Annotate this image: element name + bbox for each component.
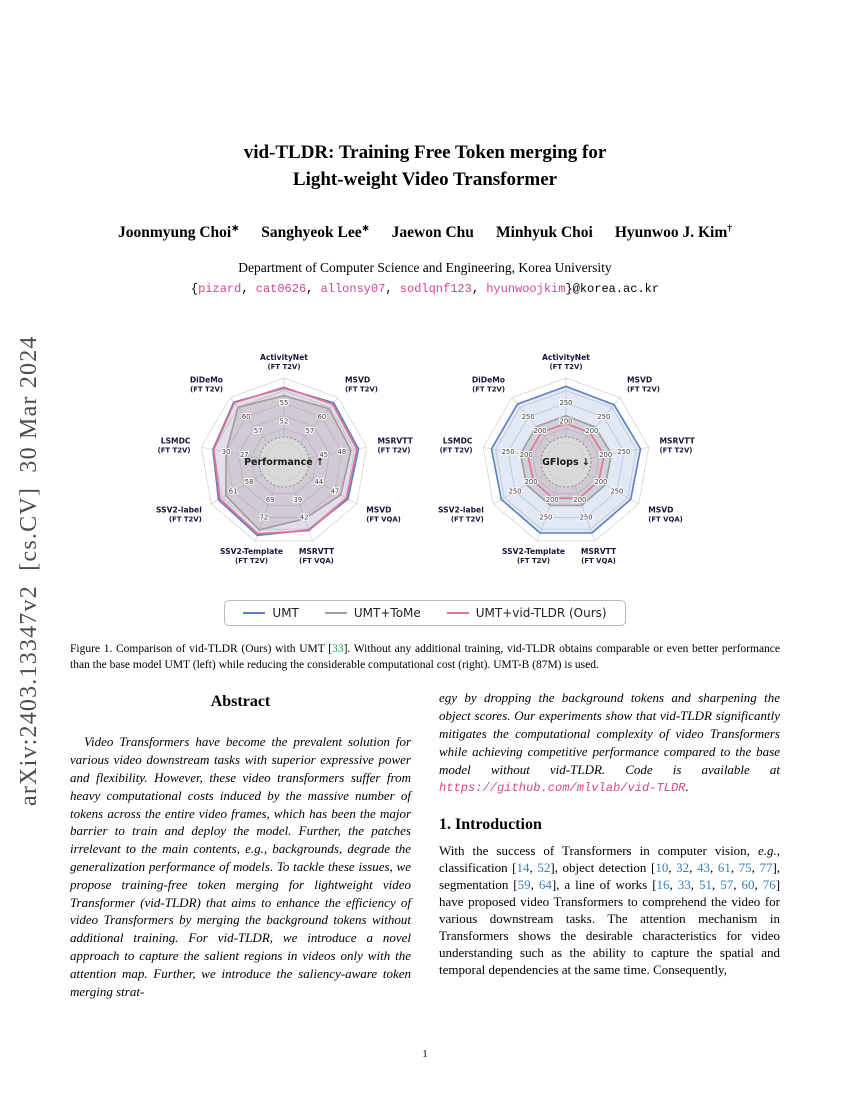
legend-label: UMT+vid-TLDR (Ours) [475,606,607,621]
axis-label: MSRVTT [298,547,335,557]
axis-sublabel: (FT T2V) [659,446,693,455]
citation-link[interactable]: 61 [717,860,731,876]
axis-sublabel: (FT T2V) [345,385,378,394]
email-id[interactable]: sodlqnf123 [399,282,472,297]
tick-label: 250 [610,487,624,496]
introduction-heading: 1. Introduction [439,816,542,834]
legend-label: UMT+ToMe [353,606,421,621]
axis-sublabel: (FT T2V) [472,385,505,394]
tick-label: 200 [524,478,538,487]
text-segment: ], segmentation [ [439,860,781,893]
figure-legend [224,600,625,626]
legend-line-swatch [447,612,469,614]
tick-label: 27 [239,451,249,460]
text-segment: With the success of Transformers in computer vision, [439,843,758,859]
tick-label: 45 [319,451,329,460]
affiliation: Department of Computer Science and Engineering, Korea University [238,260,612,276]
tick-label: 200 [599,451,613,460]
legend-item [447,606,607,620]
axis-label: MSVD [627,375,653,385]
axis-label: MSRVTT [377,436,413,446]
legend-line-swatch [243,612,265,614]
legend-item [325,606,421,620]
axis-label: MSVD [648,505,674,515]
text-segment: . [685,779,689,795]
tick-label: 200 [559,418,573,427]
axis-sublabel: (FT T2V) [450,515,484,524]
tick-label: 44 [314,478,324,487]
text-segment: , [530,877,539,893]
tick-label: 61 [228,487,238,496]
author-name: Jaewon Chu [391,224,474,242]
legend-label: UMT [272,606,299,621]
email-id[interactable]: cat0626 [255,282,307,297]
text-segment: , [471,282,487,297]
text-segment: e.g. [757,843,777,859]
axis-sublabel: (FT T2V) [549,363,583,372]
tick-label: 47 [330,487,340,496]
radar-chart-svg [426,324,706,596]
citation-link[interactable]: 77 [759,860,773,876]
axis-sublabel: (FT VQA) [299,557,334,566]
tick-label: 39 [293,496,303,505]
axis-label: LSMDC [442,436,473,446]
text-segment: , [669,877,678,893]
tick-label: 58 [244,478,254,487]
center-label: GFlops ↓ [542,457,590,469]
arxiv-banner: arXiv:2403.13347v2 [cs.CV] 30 Mar 2024 [16,335,42,806]
axis-sublabel: (FT T2V) [439,446,473,455]
text-segment: ]. Without any additional training, vid-TLDR obtains comparable or even better performance than the base model UMT (left) while reducing the considerable computational cost (right). UMT-B (87M) is used. [70,643,781,671]
citation-link[interactable]: 10 [655,860,669,876]
author-emails[interactable] [70,282,780,296]
citation-link[interactable]: 51 [699,877,712,893]
paper-title [70,140,780,193]
citation-link[interactable]: 76 [762,877,776,893]
tick-label: 60 [317,413,327,422]
text-segment: , [754,877,763,893]
tick-label: 250 [508,487,522,496]
axis-label: MSRVTT [659,436,695,446]
citation-link[interactable]: 75 [738,860,752,876]
tick-label: 57 [253,427,263,436]
tick-label: 69 [265,496,275,505]
text-segment: , classification [ [439,843,780,876]
citation-link[interactable]: 64 [538,877,552,893]
paper-content [0,140,850,1060]
abstract-continuation [439,689,780,798]
text-segment: , [690,877,699,893]
tick-label: 60 [241,413,251,422]
citation-link[interactable]: 14 [516,860,530,876]
axis-label: MSVD [366,505,392,515]
citation-link[interactable]: 52 [537,860,551,876]
text-segment: , [709,860,718,876]
axis-label: MSRVTT [580,547,617,557]
citation-link[interactable]: 60 [741,877,755,893]
tick-label: 200 [545,496,559,505]
axis-label: DiDeMo [471,375,505,385]
tick-label: 30 [221,448,231,457]
text-segment: ], object detection [ [550,860,656,876]
page-number: 1 [422,1048,428,1060]
tick-label: 200 [533,427,547,436]
axis-sublabel: (FT T2V) [168,515,202,524]
legend-item [243,606,298,620]
email-id[interactable]: pizard [198,282,242,297]
text-segment: , [730,860,739,876]
text-segment: , [385,282,400,297]
axis-label: LSMDC [160,436,191,446]
author-name: Joonmyung Choi∗ [117,223,240,242]
citation-link[interactable]: 16 [656,877,670,893]
tick-label: 57 [305,427,315,436]
text-segment: }@korea.ac.kr [565,282,660,297]
tick-label: 48 [337,448,347,457]
tick-label: 250 [539,513,553,522]
author-name: Hyunwoo J. Kim† [614,223,733,242]
tick-label: 200 [519,451,533,460]
abstract-text: Video Transformers have become the prevalent solution for various video downstream tasks with superior expressive power and flexibility. However, these video transformers suffer from heavy computational costs induced by the massive number of tokens across the entire video frames, which has been the major barrier to train and deploy the model. Further, the patches irrelevant to the main contents, e.g., backgrounds, degrade the generalization performance of models. To tackle these issues, we propose training-free token merging for lightweight video Transformer (vid-TLDR) that aims to enhance the efficiency of video Transformers by merging the background tokens without additional training. For vid-TLDR, we introduce a novel approach to capture the salient regions in videos only with the attention map. Further, we introduce the saliency-aware token merging strat- [70,734,411,999]
text-segment: , [689,860,697,876]
citation-link[interactable]: 57 [720,877,734,893]
tick-label: 250 [617,448,631,457]
center-label: Performance ↑ [244,457,324,469]
radar-chart-svg [144,324,424,596]
axis-label: SSV2-Template [502,547,565,557]
text-segment: { [190,282,199,297]
email-id[interactable]: hyunwoojkim [486,282,566,297]
text-segment: , [306,282,321,297]
tick-label: 250 [559,399,573,408]
axis-label: ActivityNet [542,353,590,363]
tick-label: 200 [594,478,608,487]
tick-label: 250 [579,513,593,522]
axis-label: DiDeMo [189,375,223,385]
tick-label: 200 [585,427,599,436]
tick-label: 200 [573,496,587,505]
text-segment: , [668,860,677,876]
text-segment: , [712,877,721,893]
axis-sublabel: (FT VQA) [366,515,401,524]
axis-sublabel: (FT T2V) [157,446,191,455]
tick-label: 250 [501,448,515,457]
author-name: Minhyuk Choi [495,224,593,242]
citation-link[interactable]: 33 [677,877,691,893]
text-segment: , [733,877,742,893]
two-column-body [70,689,780,1000]
figure-1-caption [70,642,780,673]
axis-label: MSVD [345,375,371,385]
paper-title-line1: vid-TLDR: Training Free Token merging for [243,142,607,163]
right-column [439,689,780,1000]
axis-sublabel: (FT T2V) [190,385,223,394]
axis-sublabel: (FT T2V) [517,557,550,566]
axis-sublabel: (FT T2V) [627,385,660,394]
axis-sublabel: (FT T2V) [267,363,301,372]
text-segment: , [751,860,760,876]
axis-label: SSV2-Template [220,547,283,557]
introduction-paragraph [439,842,780,978]
author-mark: ∗ [361,223,370,235]
tick-label: 72 [259,513,269,522]
figure-1 [70,324,780,673]
text-segment: ], a line of works [ [551,877,657,893]
tick-label: 55 [279,399,289,408]
author-mark: † [727,223,733,235]
axis-sublabel: (FT VQA) [648,515,683,524]
axis-label: SSV2-label [437,505,484,515]
email-id[interactable]: allonsy07 [320,282,386,297]
author-list [70,223,780,242]
citation-link[interactable]: 32 [676,860,690,876]
citation-link[interactable]: 59 [517,877,531,893]
tick-label: 52 [279,418,289,427]
axis-sublabel: (FT VQA) [581,557,616,566]
author-name: Sanghyeok Lee∗ [261,223,370,242]
text-segment: ] have proposed video Transformers to comprehend the video for various downstream tasks. The attention mechanism in Transformers shows the desirable characteristics for video understanding such as the ability to capture the spatial and temporal dependencies at the same time. Consequently, [439,877,781,978]
tick-label: 42 [299,513,309,522]
radar-chart-gflops [426,324,706,596]
text-segment: , [241,282,256,297]
axis-label: ActivityNet [260,353,308,363]
citation-link[interactable]: 43 [696,860,710,876]
tick-label: 250 [597,413,611,422]
legend-line-swatch [325,612,347,614]
radar-chart-performance [144,324,424,596]
tick-label: 250 [521,413,535,422]
code-url-link[interactable]: https://github.com/mlvlab/vid-TLDR [439,781,686,796]
paper-title-line2: Light-weight Video Transformer [292,168,558,190]
citation-link[interactable]: 33 [332,643,344,656]
abstract-heading: Abstract [210,693,271,711]
text-segment: egy by dropping the background tokens and sharpening the object scores. Our experiments show that vid-TLDR significantly mitigates the computational complexity of video Transformers while achieving competitive performance compared to the base model without vid-TLDR. Code is available at [439,690,780,777]
text-segment: , [529,860,538,876]
radar-charts-row [70,324,780,596]
axis-sublabel: (FT T2V) [377,446,411,455]
axis-sublabel: (FT T2V) [235,557,268,566]
left-column [70,689,411,1000]
author-mark: ∗ [231,223,240,235]
axis-label: SSV2-label [155,505,202,515]
text-segment: Figure 1. Comparison of vid-TLDR (Ours) with UMT [ [70,643,333,656]
